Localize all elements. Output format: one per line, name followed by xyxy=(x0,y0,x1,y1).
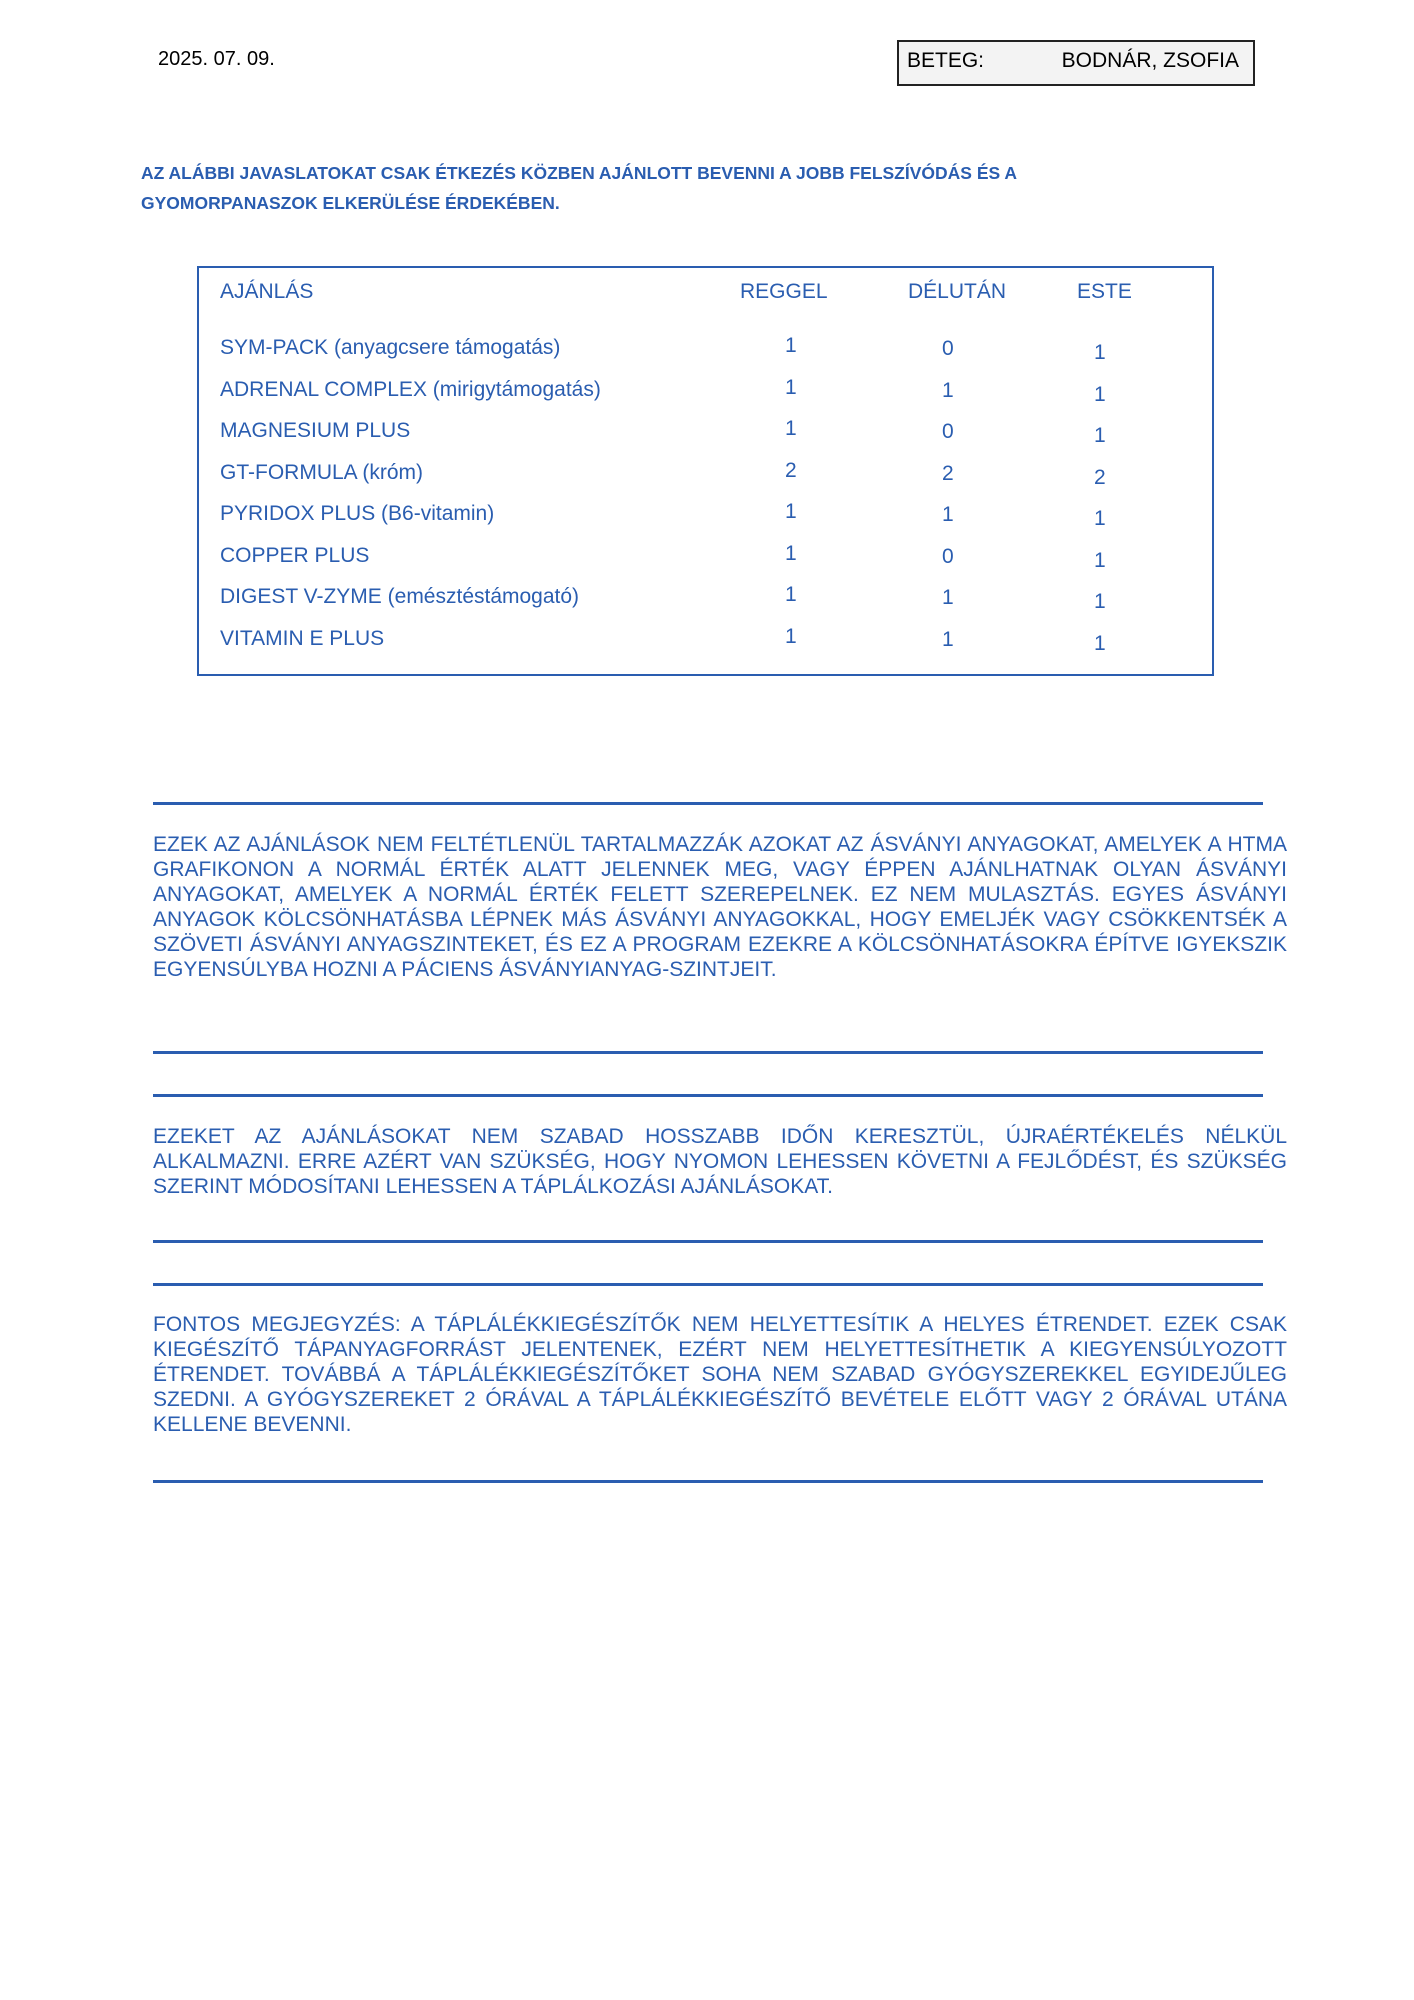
row-afternoon-dose: 1 xyxy=(942,503,954,526)
row-evening-dose: 1 xyxy=(1094,341,1106,364)
row-afternoon-dose: 0 xyxy=(942,420,954,443)
row-morning-dose: 1 xyxy=(785,541,797,565)
header-recommendation: AJÁNLÁS xyxy=(220,280,314,303)
table-row xyxy=(199,541,1212,584)
table-row xyxy=(199,585,1212,625)
row-evening-dose: 1 xyxy=(1094,548,1106,572)
row-evening-dose: 1 xyxy=(1094,424,1106,447)
row-evening-dose: 1 xyxy=(1094,382,1106,406)
divider-line xyxy=(153,1240,1263,1243)
row-afternoon-dose: 0 xyxy=(942,337,954,360)
row-name: SYM-PACK (anyagcsere támogatás) xyxy=(220,336,561,359)
row-morning-dose: 1 xyxy=(785,334,797,357)
row-afternoon-dose: 2 xyxy=(942,461,954,485)
table-row xyxy=(199,624,1212,667)
divider-line xyxy=(153,1283,1263,1286)
table-row xyxy=(199,502,1212,542)
table-row xyxy=(199,419,1212,459)
row-morning-dose: 1 xyxy=(785,375,797,399)
row-morning-dose: 1 xyxy=(785,500,797,523)
row-name: DIGEST V-ZYME (emésztéstámogató) xyxy=(220,585,580,608)
patient-label: BETEG: xyxy=(907,49,985,72)
minerals-notice: EZEK AZ AJÁNLÁSOK NEM FELTÉTLENÜL TARTALMAZZÁK AZOKAT AZ ÁSVÁNYI ANYAGOKAT, AMELYEK A HTMA GRAFIKONON A NORMÁL ÉRTÉK ALATT JELENNEK MEG, VAGY ÉPPEN AJÁNLHATNAK OLYAN ÁSVÁNYI ANYAGOKAT, AMELYEK A NORMÁL ÉRTÉK FELETT SZEREPELNEK. EZ NEM MULASZTÁS. EGYES ÁSVÁNYI ANYAGOK KÖLCSÖNHATÁSBA LÉPNEK MÁS ÁSVÁNYI ANYAGOKKAL, HOGY EMELJÉK VAGY CSÖKKENTSÉK A SZÖVETI ÁSVÁNYI ANYAGSZINTEKET, ÉS EZ A PROGRAM EZEKRE A KÖLCSÖNHATÁSOKRA ÉPÍTVE IGYEKSZIK EGYENSÚLYBA HOZNI A PÁCIENS ÁSVÁNYIANYAG-SZINTJEIT. xyxy=(153,833,1287,981)
row-name: GT-FORMULA (króm) xyxy=(220,460,423,484)
report-date: 2025. 07. 09. xyxy=(158,48,275,70)
header-afternoon: DÉLUTÁN xyxy=(908,280,1007,303)
row-name: VITAMIN E PLUS xyxy=(220,626,385,650)
row-afternoon-dose: 1 xyxy=(942,627,954,651)
row-morning-dose: 1 xyxy=(785,624,797,648)
row-evening-dose: 1 xyxy=(1094,631,1106,655)
recommendation-table xyxy=(197,266,1214,676)
row-afternoon-dose: 1 xyxy=(942,378,954,402)
intake-advisory: AZ ALÁBBI JAVASLATOKAT CSAK ÉTKEZÉS KÖZBEN AJÁNLOTT BEVENNI A JOBB FELSZÍVÓDÁS ÉS A GYOMORPANASZOK ELKERÜLÉSE ÉRDEKÉBEN. xyxy=(141,163,1017,213)
divider-line xyxy=(153,1051,1263,1054)
row-afternoon-dose: 0 xyxy=(942,544,954,568)
header-evening: ESTE xyxy=(1077,280,1132,303)
row-morning-dose: 2 xyxy=(785,458,797,482)
divider-line xyxy=(153,1094,1263,1097)
row-evening-dose: 1 xyxy=(1094,507,1106,530)
table-row xyxy=(199,336,1212,376)
divider-line xyxy=(153,802,1263,805)
row-name: MAGNESIUM PLUS xyxy=(220,419,411,442)
row-name: PYRIDOX PLUS (B6-vitamin) xyxy=(220,502,495,525)
row-name: ADRENAL COMPLEX (mirigytámogatás) xyxy=(220,377,601,401)
row-evening-dose: 1 xyxy=(1094,590,1106,613)
row-morning-dose: 1 xyxy=(785,583,797,606)
patient-box xyxy=(897,40,1255,86)
patient-name: BODNÁR, ZSOFIA xyxy=(1061,49,1239,72)
row-morning-dose: 1 xyxy=(785,417,797,440)
reevaluation-notice: EZEKET AZ AJÁNLÁSOKAT NEM SZABAD HOSSZABB IDŐN KERESZTÜL, ÚJRAÉRTÉKELÉS NÉLKÜL ALKALMAZNI. ERRE AZÉRT VAN SZÜKSÉG, HOGY NYOMON LEHESSEN KÖVETNI A FEJLŐDÉST, ÉS SZÜKSÉG SZERINT MÓDOSÍTANI LEHESSEN A TÁPLÁLKOZÁSI AJÁNLÁSOKAT. xyxy=(153,1125,1287,1198)
header-morning: REGGEL xyxy=(740,280,828,303)
table-row xyxy=(199,375,1212,418)
divider-line xyxy=(153,1480,1263,1483)
important-notice: FONTOS MEGJEGYZÉS: A TÁPLÁLÉKKIEGÉSZÍTŐK NEM HELYETTESÍTIK A HELYES ÉTRENDET. EZEK CSAK KIEGÉSZÍTŐ TÁPANYAGFORRÁST JELENTENEK, EZÉRT NEM HELYETTESÍTHETIK A KIEGYENSÚLYOZOTT ÉTRENDET. TOVÁBBÁ A TÁPLÁLÉKKIEGÉSZÍTŐKET SOHA NEM SZABAD GYÓGYSZEREKKEL EGYIDEJŰLEG SZEDNI. A GYÓGYSZEREKET 2 ÓRÁVAL A TÁPLÁLÉKKIEGÉSZÍTŐ BEVÉTELE ELŐTT VAGY 2 ÓRÁVAL UTÁNA KELLENE BEVENNI. xyxy=(153,1313,1287,1436)
row-name: COPPER PLUS xyxy=(220,543,370,567)
table-row xyxy=(199,458,1212,501)
row-afternoon-dose: 1 xyxy=(942,586,954,609)
row-evening-dose: 2 xyxy=(1094,465,1106,489)
